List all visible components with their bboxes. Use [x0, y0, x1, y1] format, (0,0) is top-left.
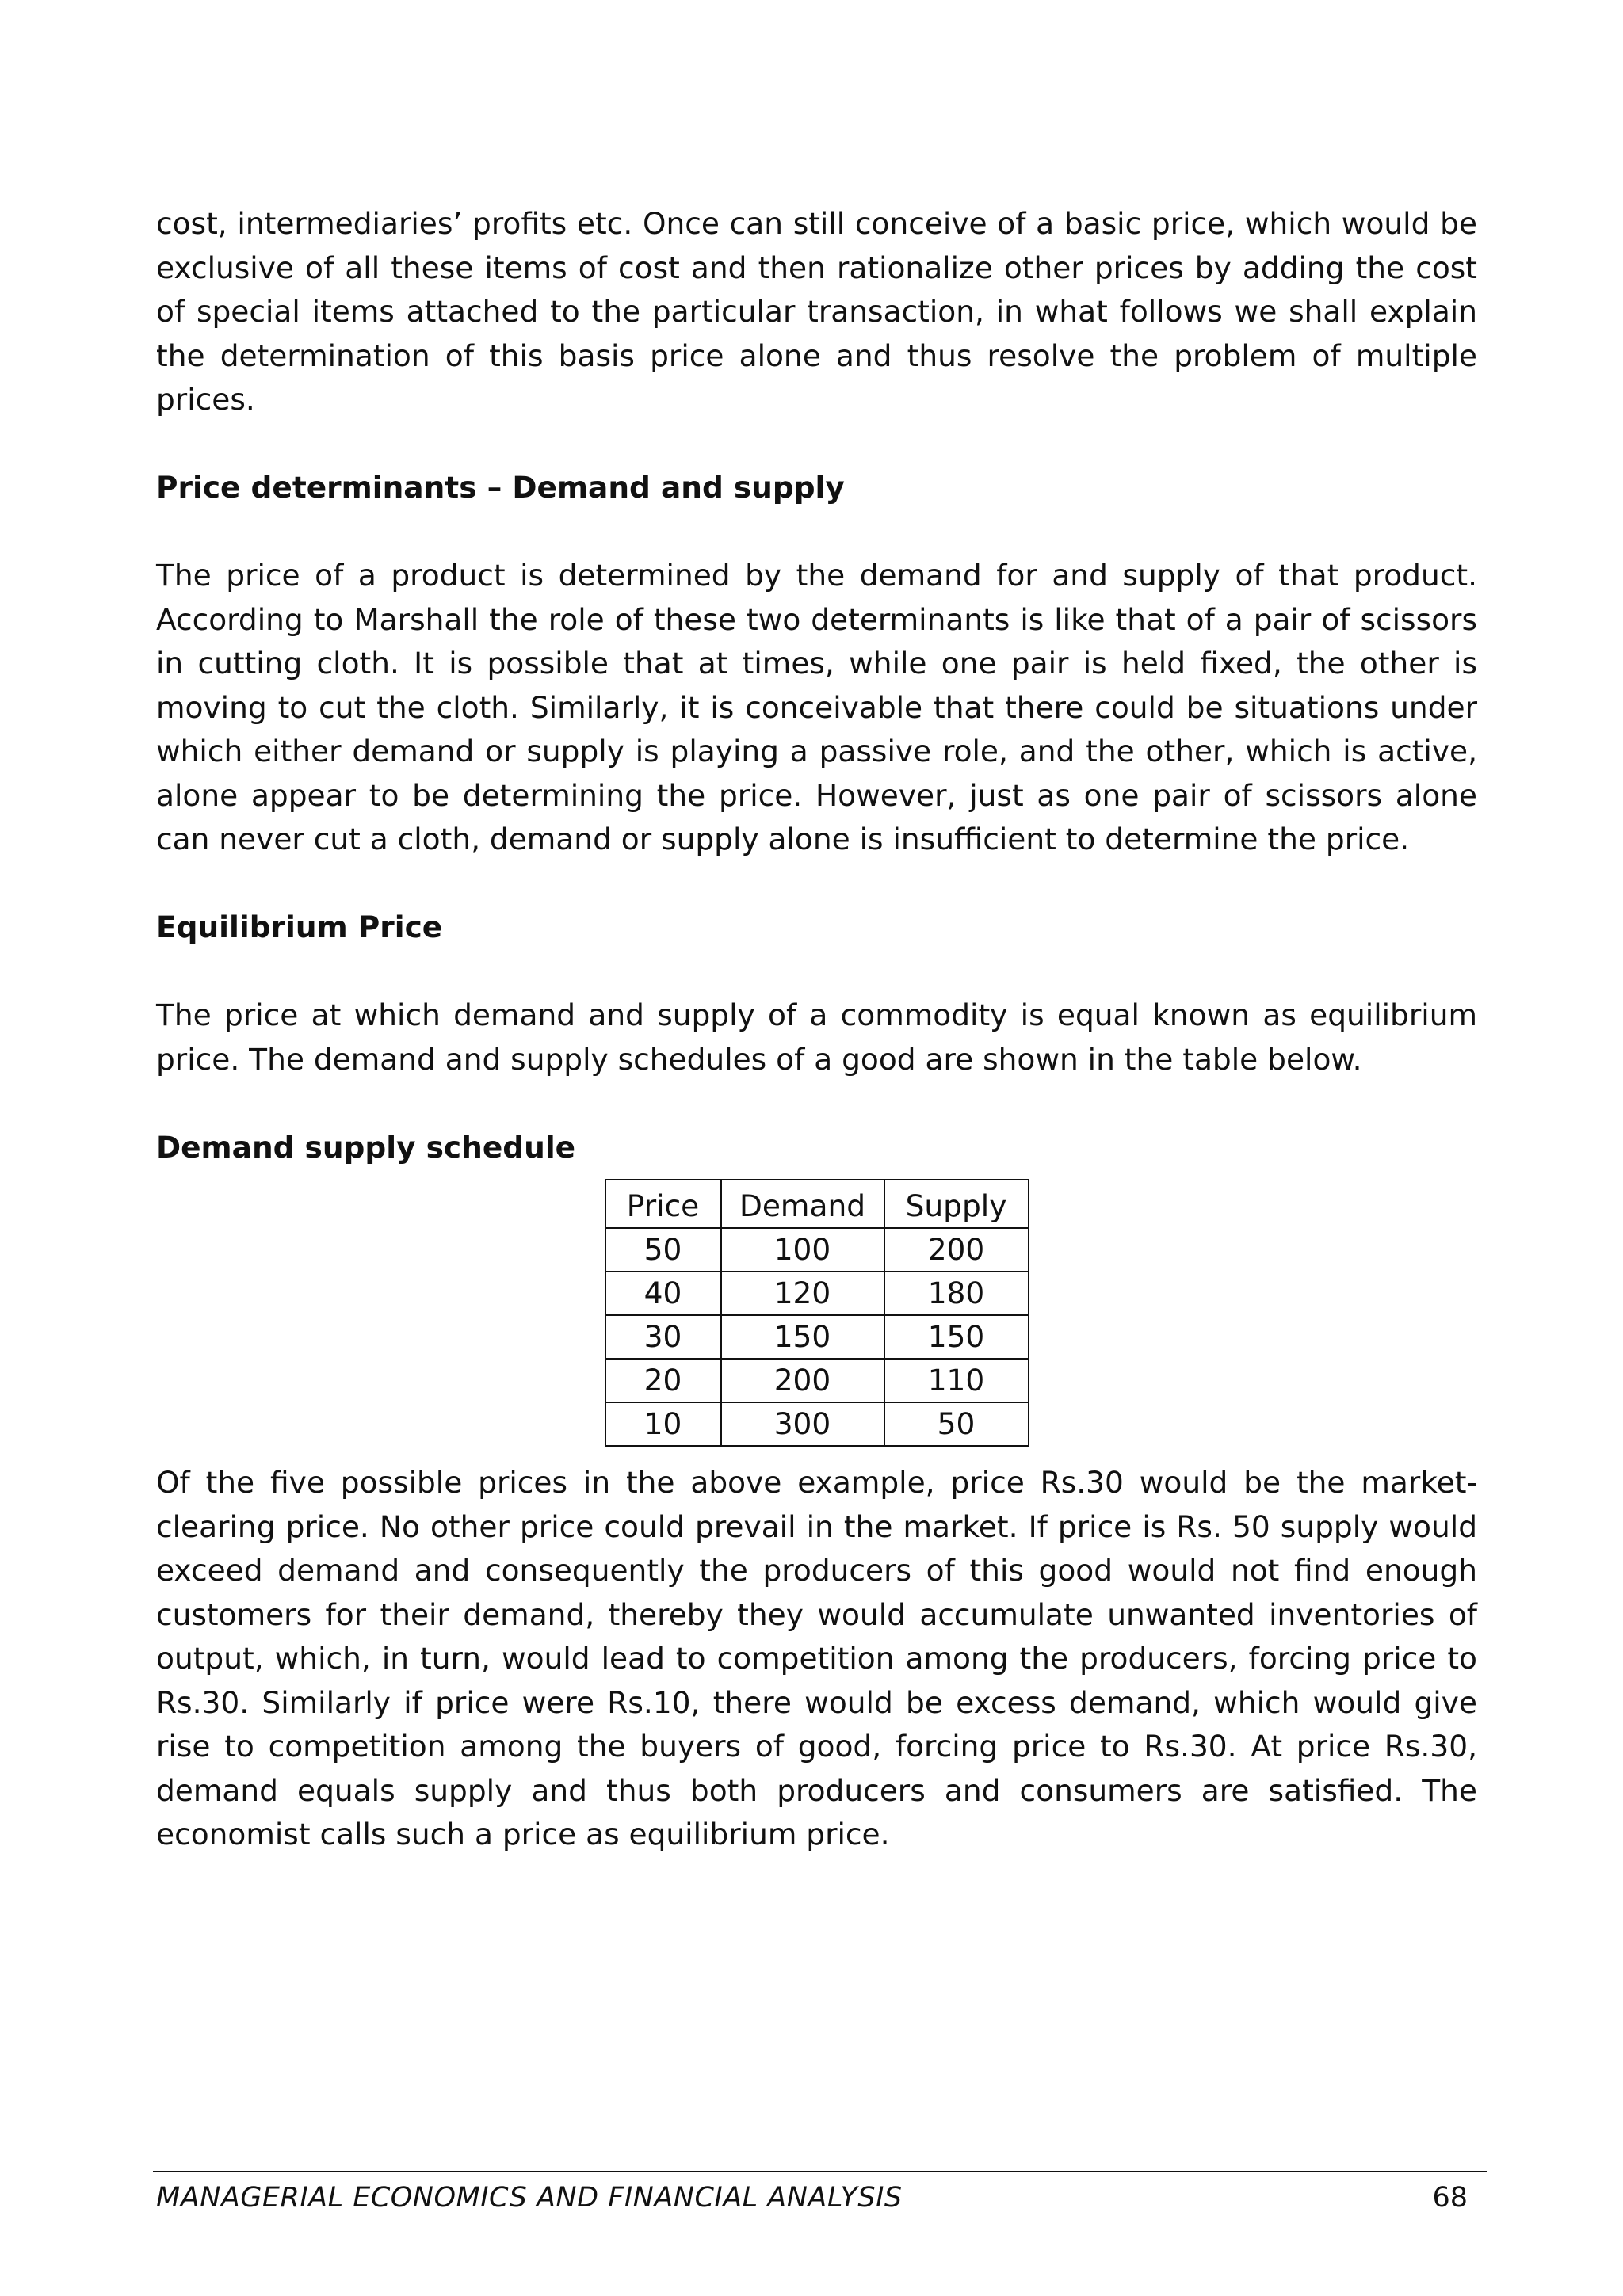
- table-cell-price: 50: [605, 1228, 721, 1272]
- section-heading-schedule: Demand supply schedule: [156, 1129, 576, 1165]
- table-cell-supply: 110: [884, 1359, 1029, 1402]
- table-cell-supply: 200: [884, 1228, 1029, 1272]
- table-cell-demand: 200: [721, 1359, 884, 1402]
- table-cell-supply: 50: [884, 1402, 1029, 1446]
- footer-book-title: MANAGERIAL ECONOMICS AND FINANCIAL ANALYSIS: [156, 2182, 903, 2214]
- table-header-price: Price: [605, 1180, 721, 1228]
- table-cell-supply: 180: [884, 1272, 1029, 1315]
- footer-divider: [153, 2171, 1487, 2172]
- table-cell-demand: 100: [721, 1228, 884, 1272]
- table-cell-price: 20: [605, 1359, 721, 1402]
- section-heading-equilibrium: Equilibrium Price: [156, 910, 443, 944]
- table-row: [605, 1402, 1029, 1446]
- table-cell-supply: 150: [884, 1315, 1029, 1359]
- schedule-table-wrapper: [156, 1179, 1477, 1447]
- intro-paragraph: cost, intermediaries’ profits etc. Once can still conceive of a basic price, which would be exclusive of all these items of cost and then rationalize other prices by adding the cost of special items attached to the particular transaction, in what follows we shall explain the determination of this basis price alone and thus resolve the problem of multiple prices.: [156, 206, 1477, 417]
- table-header-demand: Demand: [721, 1180, 884, 1228]
- table-cell-demand: 300: [721, 1402, 884, 1446]
- table-cell-demand: 150: [721, 1315, 884, 1359]
- determinants-paragraph: The price of a product is determined by the demand for and supply of that product. According to Marshall the role of these two determinants is like that of a pair of scissors in cutting cloth. It is possible that at times, while one pair is held fixed, the other is moving to cut the cloth. Similarly, it is conceivable that there could be situations under which either demand or supply is playing a passive role, and the other, which is active, alone appear to be determining the price. However, just as one pair of scissors alone can never cut a cloth, demand or supply alone is insufficient to determine the price.: [156, 558, 1477, 856]
- table-cell-price: 30: [605, 1315, 721, 1359]
- table-header-row: [605, 1180, 1029, 1228]
- page-content: [156, 202, 1477, 1857]
- demand-supply-table: [605, 1179, 1029, 1447]
- table-cell-demand: 120: [721, 1272, 884, 1315]
- table-row: [605, 1359, 1029, 1402]
- table-row: [605, 1272, 1029, 1315]
- table-row: [605, 1228, 1029, 1272]
- table-cell-price: 40: [605, 1272, 721, 1315]
- section-heading-determinants: Price determinants – Demand and supply: [156, 470, 845, 505]
- conclusion-paragraph: Of the five possible prices in the above example, price Rs.30 would be the market-clearing price. No other price could prevail in the market. If price is Rs. 50 supply would exceed demand and consequently the producers of this good would not find enough customers for their demand, thereby they would accumulate unwanted inventories of output, which, in turn, would lead to competition among the producers, forcing price to Rs.30. Similarly if price were Rs.10, there would be excess demand, which would give rise to competition among the buyers of good, forcing price to Rs.30. At price Rs.30, demand equals supply and thus both producers and consumers are satisfied. The economist calls such a price as equilibrium price.: [156, 1465, 1477, 1852]
- footer-page-number: 68: [1432, 2182, 1468, 2214]
- table-header-supply: Supply: [884, 1180, 1029, 1228]
- table-row: [605, 1315, 1029, 1359]
- equilibrium-paragraph: The price at which demand and supply of a commodity is equal known as equilibrium price. The demand and supply schedules of a good are shown in the table below.: [156, 997, 1477, 1077]
- table-cell-price: 10: [605, 1402, 721, 1446]
